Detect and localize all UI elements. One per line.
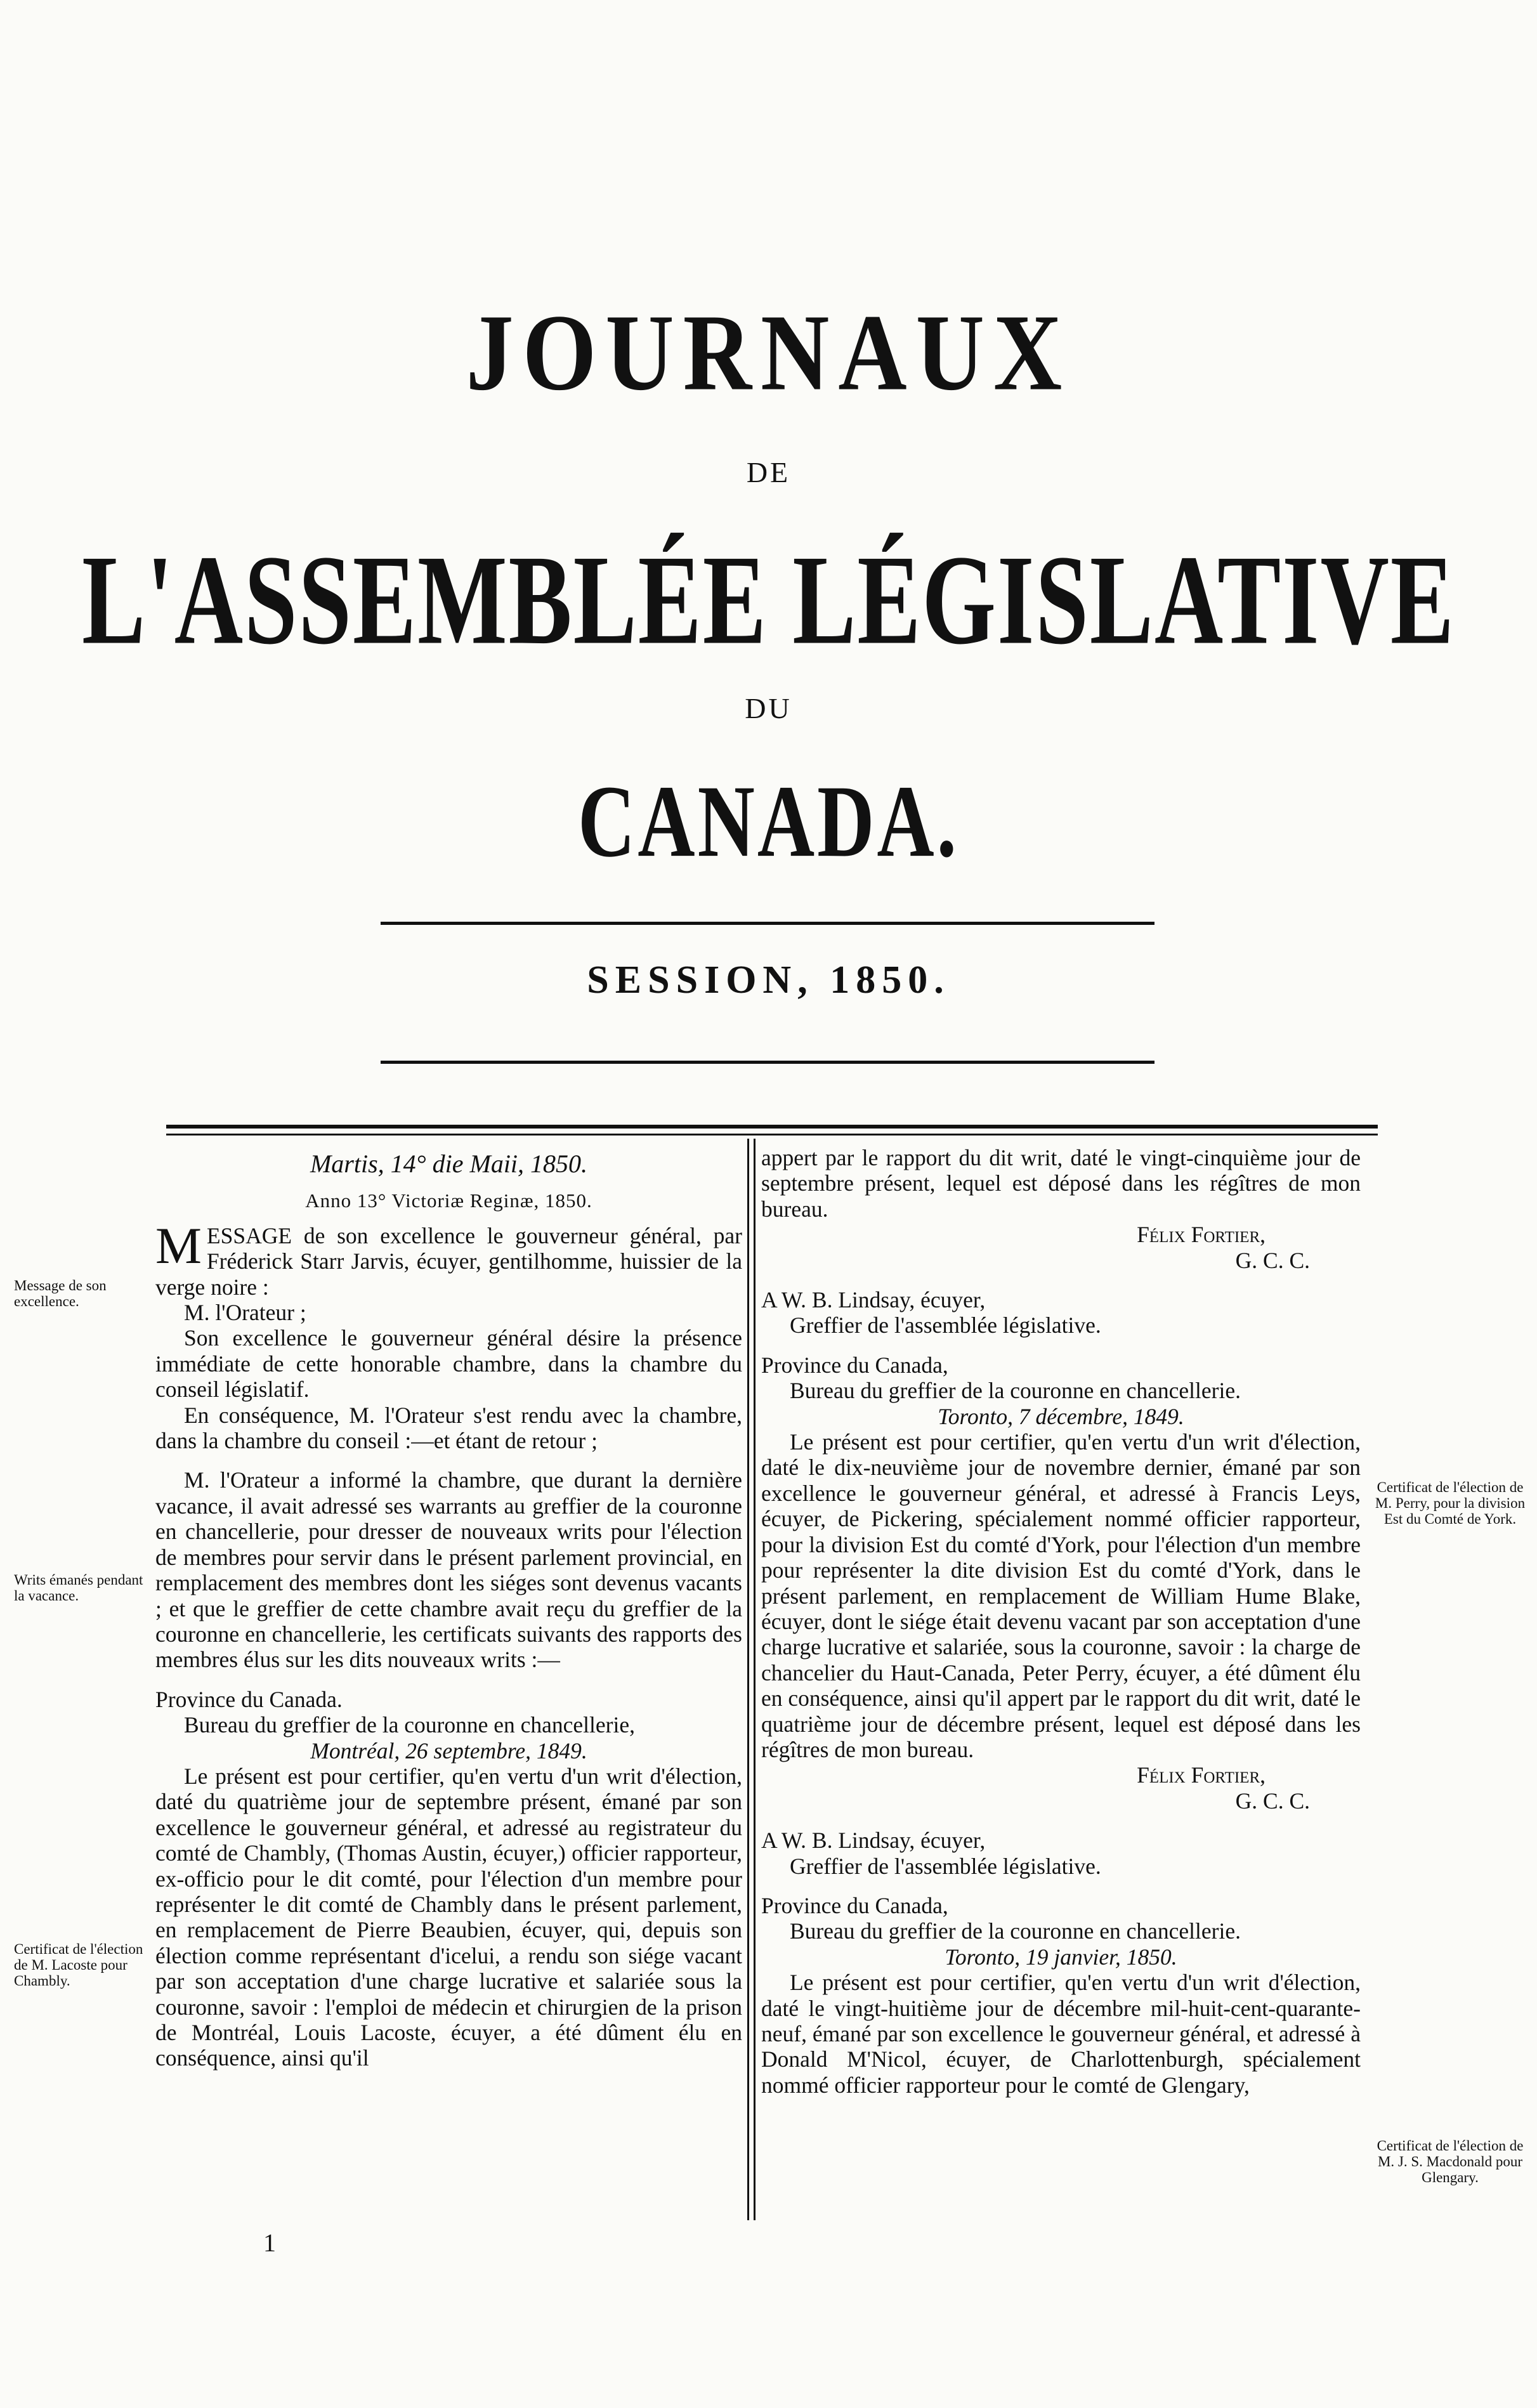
title-rule-bottom xyxy=(381,1061,1154,1064)
column-divider-left xyxy=(747,1139,749,2220)
drop-capital: M xyxy=(155,1216,202,1274)
margin-note-chambly: Certificat de l'élection de M. Lacoste pour Chambly. xyxy=(14,1941,143,1989)
body-rule-thick xyxy=(166,1125,1378,1129)
addressee-role: Greffier de l'assemblée législative. xyxy=(790,1853,1101,1879)
session-heading: SESSION, 1850. xyxy=(587,959,950,1002)
signature-name: Félix Fortier, xyxy=(1137,1222,1266,1248)
paragraph: Son excellence le gouverneur général désire la présence immédiate de cette honorable chambre, dans la chambre du conseil législatif. xyxy=(155,1325,742,1403)
paragraph: M. l'Orateur a informé la chambre, que durant la dernière vacance, il avait adressé ses warrants au greffier de la couronne en chancellerie, pour dresser de nouveaux writs pour l'élection de membres pour servir dans le présent parlement provincial, en remplacement des membres dont les siéges sont devenus vacants ; et que le greffier de cette chambre avait reçu du greffier de la couronne en chancellerie, les certificats suivants des rapports des membres élus sur les dits nouveaux writs :— xyxy=(155,1467,742,1673)
margin-note-perry: Certificat de l'élection de M. Perry, pour la division Est du Comté de York. xyxy=(1375,1479,1526,1527)
journal-title: JOURNAUX xyxy=(466,292,1071,414)
signature-name: Félix Fortier, xyxy=(1137,1762,1266,1788)
country-title: CANADA. xyxy=(578,765,959,879)
addressee-role: Greffier de l'assemblée législative. xyxy=(790,1312,1101,1338)
page-number: 1 xyxy=(263,2228,276,2257)
paragraph: En conséquence, M. l'Orateur s'est rendu avec la chambre, dans la chambre du conseil :—et étant de retour ; xyxy=(155,1402,742,1454)
margin-note-writs: Writs émanés pendant la vacance. xyxy=(14,1572,143,1604)
paragraph: Le présent est pour certifier, qu'en vertu d'un writ d'élection, daté du quatrième jour de septembre présent, émané par son excellence le gouverneur général, et adressé au registrateur du comté de Chambly, (Thomas Austin, écuyer,) officier rapporteur, ex-officio pour le dit comté, pour l'élection d'un membre pour représenter le dit comté de Chambly dans le présent parlement, en remplacement de Pierre Beaubien, écuyer, qui, depuis son élection comme représentant d'icelui, a rendu son siége vacant par son acceptation d'une charge lucrative et salariée sous la couronne, savoir : l'emploi de médecin et chirurgien de la prison de Montréal, Louis Lacoste, écuyer, a été dûment élu en conséquence, ainsi qu'il xyxy=(155,1763,742,2071)
paragraph: Bureau du greffier de la couronne en chancellerie, xyxy=(184,1712,635,1738)
body-rule-thin xyxy=(166,1134,1378,1135)
column-divider-right xyxy=(754,1139,755,2220)
paragraph: MESSAGE de son excellence le gouverneur général, par Fréderick Starr Jarvis, écuyer, gentilhomme, huissier de la verge noire : xyxy=(155,1216,742,1300)
place-date: Montréal, 26 septembre, 1849. xyxy=(310,1737,587,1763)
regnal-year: Anno 13° Victoriæ Reginæ, 1850. xyxy=(305,1189,592,1212)
title-connector-de: DE xyxy=(746,456,791,488)
left-column xyxy=(155,1145,742,2071)
paragraph: Bureau du greffier de la couronne en chancellerie. xyxy=(790,1918,1241,1944)
margin-note-glengary: Certificat de l'élection de M. J. S. Macdonald pour Glengary. xyxy=(1377,2138,1524,2185)
paragraph: appert par le rapport du dit writ, daté le vingt-cinquième jour de septembre présent, lequel est déposé dans les régîtres de mon bureau. xyxy=(761,1145,1361,1222)
title-rule-top xyxy=(381,922,1154,925)
paragraph: Le présent est pour certifier, qu'en vertu d'un writ d'élection, daté le dix-neuvième jour de novembre dernier, émané par son excellence le gouverneur général, et adressé à Francis Leys, écuyer, de Pickering, spécialement nommé officier rapporteur, pour la division Est du comté d'York, pour l'élection d'un membre pour représenter la dite division Est du comté d'York, dans le présent parlement, en remplacement de William Hume Blake, écuyer, dont le siége était devenu vacant par son acceptation d'une charge lucrative et salariée, sous la couronne, savoir : la charge de chancelier du Haut-Canada, Peter Perry, écuyer, a été dûment élu en conséquence, ainsi qu'il appert par le rapport du dit writ, daté le quatrième jour de décembre présent, lequel est déposé dans les régîtres de mon bureau. xyxy=(761,1429,1361,1762)
sitting-date: Martis, 14° die Maii, 1850. xyxy=(310,1149,588,1178)
paragraph: Province du Canada. xyxy=(155,1686,343,1712)
paragraph: Province du Canada, xyxy=(761,1892,948,1918)
right-column xyxy=(761,1145,1361,2098)
title-connector-du: DU xyxy=(745,692,792,724)
assembly-title: L'ASSEMBLÉE LÉGISLATIVE xyxy=(82,528,1455,672)
margin-note-message: Message de son excellence. xyxy=(14,1278,107,1309)
addressee: A W. B. Lindsay, écuyer, xyxy=(761,1828,986,1854)
addressee: A W. B. Lindsay, écuyer, xyxy=(761,1287,986,1313)
paragraph: Le présent est pour certifier, qu'en vertu d'un writ d'élection, daté le vingt-huitième jour de décembre mil-huit-cent-quarante-neuf, émané par son excellence le gouverneur général, et adressé à Donald M'Nicol, écuyer, de Charlottenburgh, spécialement nommé officier rapporteur pour le comté de Glengary, xyxy=(761,1970,1361,2098)
paragraph: Province du Canada, xyxy=(761,1352,948,1378)
paragraph: Bureau du greffier de la couronne en chancellerie. xyxy=(790,1378,1241,1404)
signature-title: G. C. C. xyxy=(1235,1788,1310,1814)
paragraph: M. l'Orateur ; xyxy=(184,1300,306,1326)
signature-title: G. C. C. xyxy=(1235,1247,1310,1273)
place-date: Toronto, 19 janvier, 1850. xyxy=(945,1944,1177,1970)
place-date: Toronto, 7 décembre, 1849. xyxy=(938,1403,1184,1429)
